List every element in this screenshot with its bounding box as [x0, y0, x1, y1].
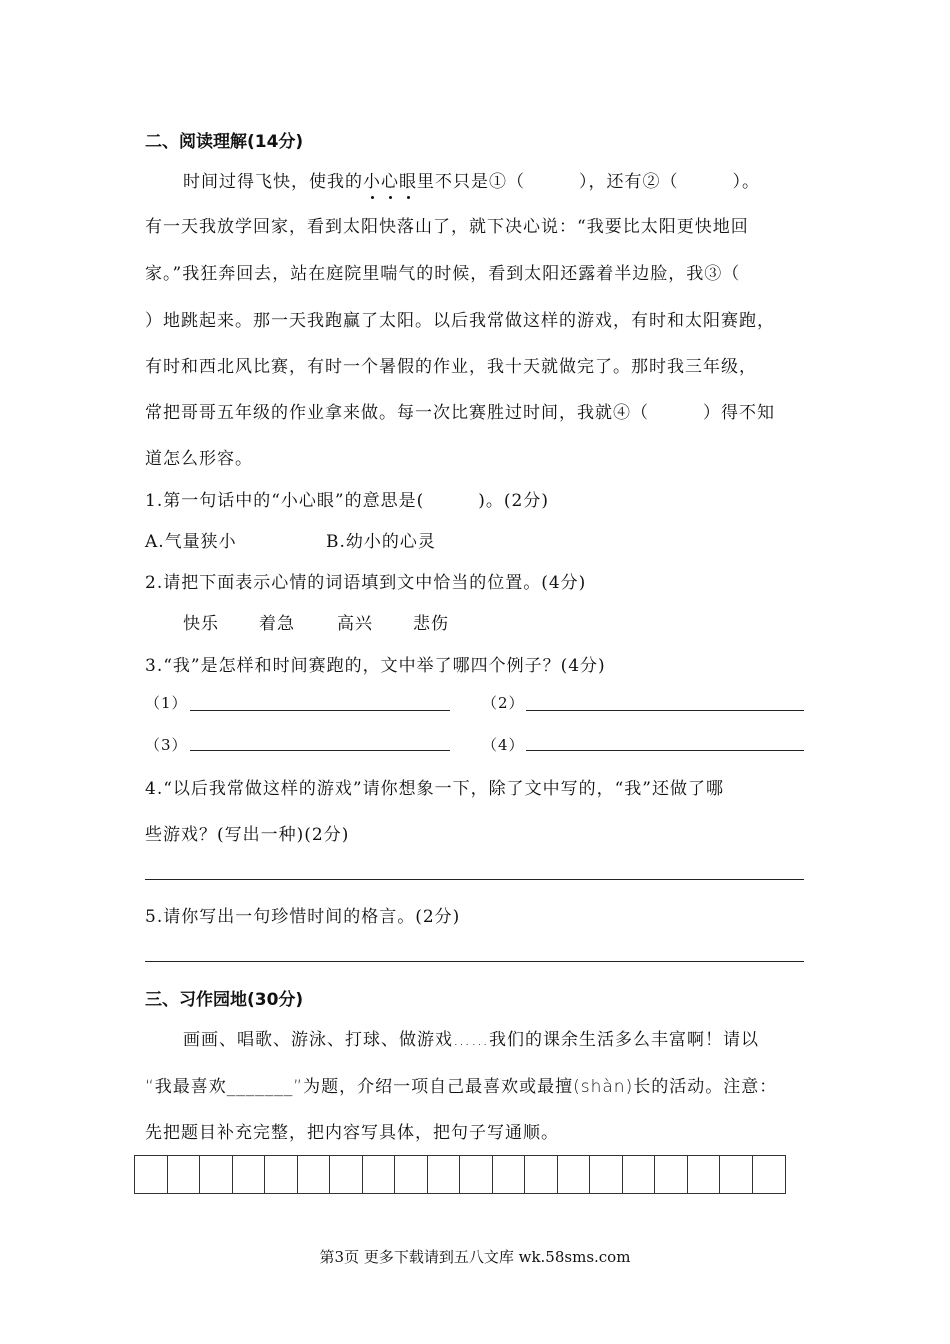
answer-line-4[interactable] — [526, 750, 804, 751]
writing-grid-cell[interactable] — [168, 1156, 201, 1193]
question-3: 3.“我”是怎样和时间赛跑的，文中举了哪四个例子？(4分) — [145, 656, 606, 676]
writing-grid-cell[interactable] — [753, 1156, 786, 1193]
passage-line-3: 家。”我狂奔回去，站在庭院里喘气的时候，看到太阳还露着半边脸，我③（ — [145, 264, 741, 284]
writing-prompt-line-3: 先把题目补充完整，把内容写具体，把句子写通顺。 — [145, 1123, 559, 1143]
mood-word: 着急 — [259, 614, 295, 634]
mood-word: 快乐 — [183, 614, 219, 634]
answer-line-3[interactable] — [190, 750, 450, 751]
writing-grid-cell[interactable] — [558, 1156, 591, 1193]
writing-grid-cell[interactable] — [265, 1156, 298, 1193]
writing-prompt-line-1: 画画、唱歌、游泳、打球、做游戏……我们的课余生活多么丰富啊！请以 — [183, 1030, 759, 1050]
answer-line-q5[interactable] — [145, 961, 804, 962]
emphasis-char: 小 — [363, 167, 381, 192]
writing-grid-cell[interactable] — [233, 1156, 266, 1193]
writing-grid-cell[interactable] — [493, 1156, 526, 1193]
question-1-option-b: B.幼小的心灵 — [326, 532, 436, 552]
writing-grid[interactable] — [134, 1155, 786, 1194]
writing-grid-cell[interactable] — [200, 1156, 233, 1193]
passage-line-1-post: 里不只是①（ ），还有②（ ）。 — [417, 172, 760, 192]
writing-grid-cell[interactable] — [330, 1156, 363, 1193]
answer-label-1: （1） — [145, 694, 188, 712]
passage-line-6: 常把哥哥五年级的作业拿来做。每一次比赛胜过时间，我就④（ ）得不知 — [145, 403, 775, 423]
writing-grid-cell[interactable] — [135, 1156, 168, 1193]
question-2: 2.请把下面表示心情的词语填到文中恰当的位置。(4分) — [145, 573, 587, 593]
writing-grid-cell[interactable] — [525, 1156, 558, 1193]
answer-line-2[interactable] — [526, 710, 804, 711]
writing-grid-cell[interactable] — [720, 1156, 753, 1193]
emphasis-char: 眼 — [399, 167, 417, 192]
writing-grid-cell[interactable] — [688, 1156, 721, 1193]
passage-line-7: 道怎么形容。 — [145, 449, 253, 469]
mood-word: 悲伤 — [413, 614, 449, 634]
writing-grid-cell[interactable] — [298, 1156, 331, 1193]
question-4-line-1: 4.“以后我常做这样的游戏”请你想象一下，除了文中写的，“我”还做了哪 — [145, 779, 724, 799]
page-footer: 第3页 更多下载请到五八文库 wk.58sms.com — [319, 1248, 631, 1266]
answer-label-3: （3） — [145, 736, 188, 754]
writing-grid-cell[interactable] — [623, 1156, 656, 1193]
section-heading-writing: 三、习作园地(30分) — [145, 990, 304, 1010]
writing-prompt-line-2: “我最喜欢_______”为题，介绍一项自己最喜欢或最擅(shàn)长的活动。注意： — [145, 1077, 778, 1097]
question-1-option-a: A.气量狭小 — [145, 532, 237, 552]
emphasis-char: 心 — [381, 167, 399, 192]
question-1: 1.第一句话中的“小心眼”的意思是( )。(2分) — [145, 491, 549, 511]
writing-grid-cell[interactable] — [655, 1156, 688, 1193]
answer-line-1[interactable] — [190, 710, 450, 711]
answer-label-2: （2） — [482, 694, 525, 712]
passage-line-1 — [183, 167, 760, 192]
section-heading-reading: 二、阅读理解(14分) — [145, 132, 304, 152]
mood-word: 高兴 — [337, 614, 373, 634]
passage-line-4: ）地跳起来。那一天我跑赢了太阳。以后我常做这样的游戏，有时和太阳赛跑， — [145, 311, 775, 331]
writing-grid-cell[interactable] — [428, 1156, 461, 1193]
question-5: 5.请你写出一句珍惜时间的格言。(2分) — [145, 907, 461, 927]
writing-grid-cell[interactable] — [363, 1156, 396, 1193]
writing-grid-cell[interactable] — [395, 1156, 428, 1193]
writing-grid-cell[interactable] — [460, 1156, 493, 1193]
answer-line-q4[interactable] — [145, 879, 804, 880]
passage-line-2: 有一天我放学回家，看到太阳快落山了，就下决心说：“我要比太阳更快地回 — [145, 217, 749, 237]
writing-grid-cell[interactable] — [590, 1156, 623, 1193]
passage-line-5: 有时和西北风比赛，有时一个暑假的作业，我十天就做完了。那时我三年级， — [145, 357, 757, 377]
answer-label-4: （4） — [482, 736, 525, 754]
passage-line-1-pre: 时间过得飞快，使我的 — [183, 172, 363, 192]
question-4-line-2: 些游戏？(写出一种)(2分) — [145, 825, 350, 845]
